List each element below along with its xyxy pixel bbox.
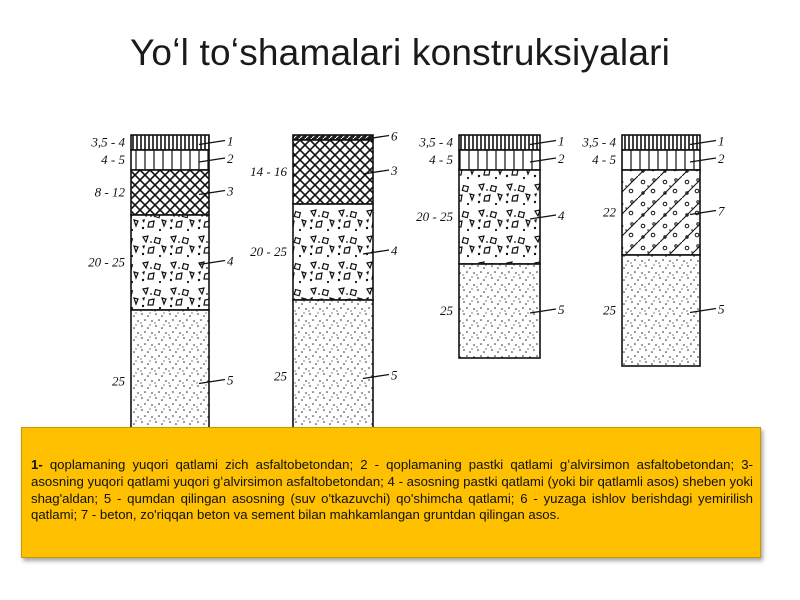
thickness-label: 4 - 5 — [101, 152, 125, 167]
layer-number-label: 4 — [558, 208, 565, 223]
layer-vertical-lines — [622, 135, 700, 150]
thickness-label: 8 - 12 — [94, 184, 125, 200]
thickness-label: 25 — [112, 373, 125, 389]
layer-sand — [459, 264, 540, 358]
layer-grid — [622, 150, 700, 170]
layer-number-label: 1 — [227, 133, 234, 149]
layer-number-label: 2 — [227, 151, 234, 166]
layer-gravel — [293, 204, 373, 300]
layer-grid — [131, 150, 209, 170]
thickness-label: 22 — [603, 204, 616, 220]
layer-number-label: 7 — [718, 203, 725, 219]
column-2 — [250, 129, 398, 454]
layer-number-label: 5 — [227, 372, 234, 388]
layer-crosshatch — [293, 140, 373, 204]
column-1 — [88, 134, 234, 454]
layer-grid — [459, 150, 540, 170]
layer-gravel — [459, 170, 540, 264]
layer-crosshatch — [131, 170, 209, 215]
thickness-label: 25 — [603, 302, 616, 318]
layer-number-label: 4 — [391, 243, 398, 258]
layer-concrete — [622, 170, 700, 255]
column-3 — [416, 134, 565, 359]
thickness-label: 14 - 16 — [250, 164, 287, 179]
layer-number-label: 5 — [558, 302, 565, 317]
legend-box — [21, 427, 761, 558]
layer-number-label: 2 — [558, 151, 565, 166]
layer-number-label: 2 — [718, 151, 725, 166]
thickness-label: 20 - 25 — [416, 209, 453, 224]
thickness-label: 3,5 - 4 — [91, 134, 125, 150]
layer-number-label: 1 — [558, 133, 565, 149]
page-title: Yoʻl toʻshamalari konstruksiyalari — [129, 32, 671, 73]
thickness-label: 3,5 - 4 — [419, 134, 453, 150]
layer-vertical-lines — [131, 135, 209, 150]
thickness-label: 4 - 5 — [592, 152, 616, 167]
layer-number-label: 6 — [391, 128, 398, 144]
thickness-label: 25 — [274, 368, 287, 384]
layer-sand — [622, 255, 700, 366]
legend-body: qoplamaning yuqori qatlami zich asfaltobetondan; 2 - qoplamaning pastki qatlami gʻalvirsimon asfaltobetondan; 3-asosning yuqori qatlami yuqori gʻalvirsimon asfaltobetondan; 4 - asosning pastki qatlami (yoki bir qatlamli asos) sheben yoki shag'aldan; 5 - qumdan qilingan asosning (suv o'tkazuvchi) qo'shimcha qatlami; 6 - yuzaga ishlov berishdagi yemirilish qatlami; 7 - beton, zo'riqqan beton va sement bilan mahkamlangan gruntdan qilingan asos. — [31, 457, 753, 523]
thickness-label: 4 - 5 — [429, 152, 453, 167]
layer-number-label: 3 — [391, 163, 398, 178]
legend-lead-number: 1- — [31, 457, 43, 472]
layer-vertical-lines — [459, 135, 540, 150]
column-4 — [581, 134, 725, 367]
thickness-label: 20 - 25 — [250, 244, 287, 259]
thickness-label: 20 - 25 — [88, 254, 125, 270]
legend-text — [31, 457, 753, 524]
layer-number-label: 4 — [227, 253, 234, 269]
layer-number-label: 1 — [718, 133, 725, 149]
thickness-label: 3,5 - 4 — [582, 134, 616, 150]
layer-gravel — [131, 215, 209, 310]
thickness-label: 25 — [440, 303, 453, 318]
layer-number-label: 5 — [391, 367, 398, 383]
layer-number-label: 5 — [718, 301, 725, 317]
layer-number-label: 3 — [227, 183, 234, 199]
